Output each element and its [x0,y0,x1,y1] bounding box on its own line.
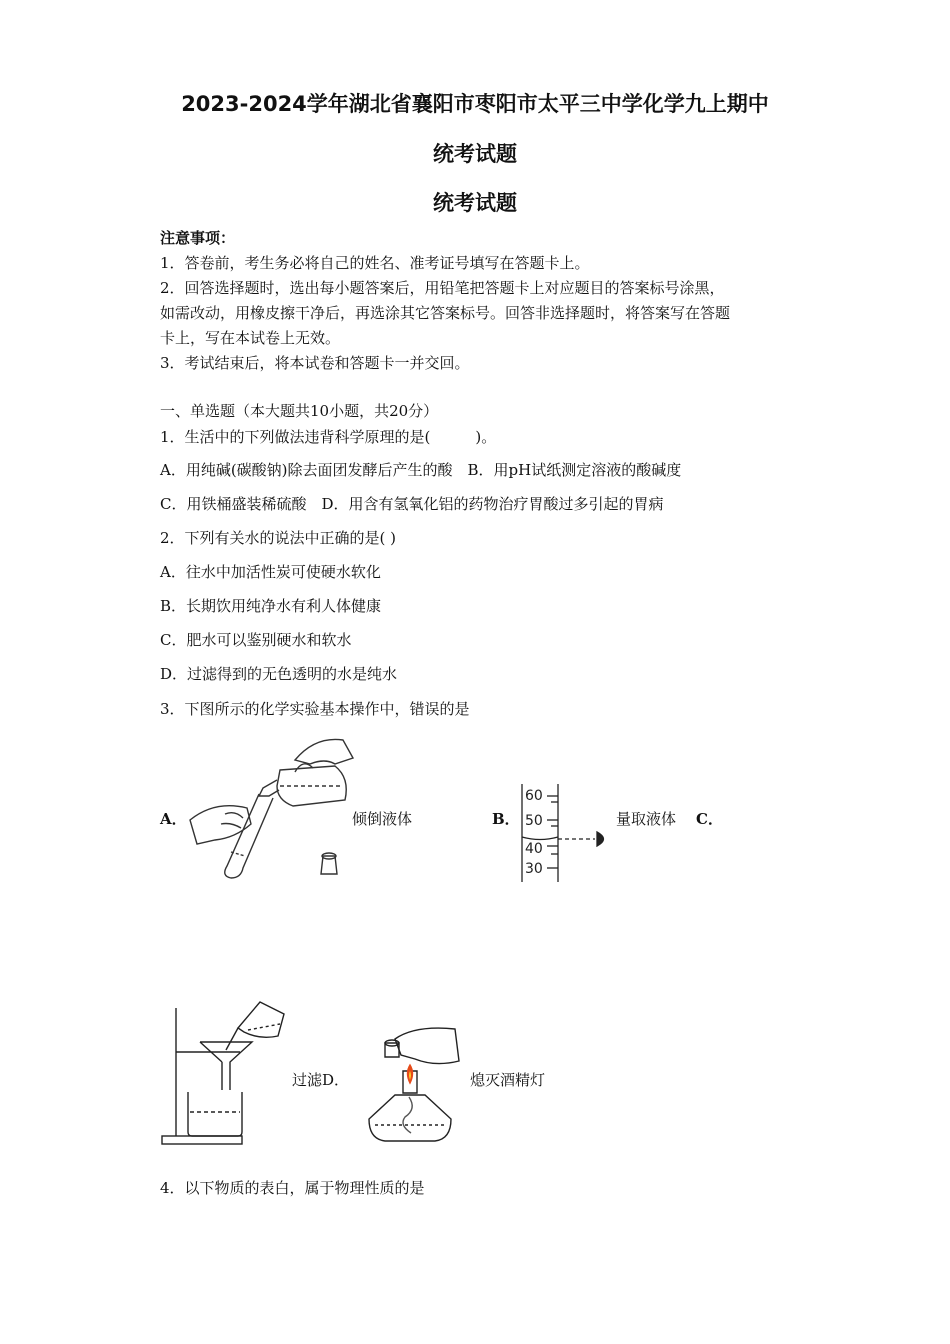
question-3-stem: 3．下图所示的化学实验基本操作中，错误的是 [160,700,470,718]
question-2-option-b: B．长期饮用纯净水有利人体健康 [160,597,382,615]
question-2-stem: 2．下列有关水的说法中正确的是( ) [160,529,397,547]
option-b-letter: B． [492,810,520,828]
cylinder-tick-label: 30 [525,861,543,877]
graduated-cylinder-figure [515,782,615,884]
alcohol-lamp-figure [355,1025,465,1147]
question-1-options-ab: A．用纯碱(碳酸钠)除去面团发酵后产生的酸 B．用pH试纸测定溶液的酸碱度 [160,461,682,479]
notice-heading: 注意事项： [160,229,236,247]
question-2-option-d: D．过滤得到的无色透明的水是纯水 [160,665,398,683]
notice-item: 2．回答选择题时，选出每小题答案后，用铅笔把答题卡上对应题目的答案标号涂黑， [160,279,725,297]
section-heading: 一、单选题（本大题共10小题，共20分） [160,402,439,420]
option-b-label: 量取液体 [616,810,677,828]
question-2-option-a: A．往水中加活性炭可使硬水软化 [160,563,381,581]
page-title-line1: 2023-2024学年湖北省襄阳市枣阳市太平三中学化学九上期中 [181,92,769,116]
page-title-line2: 统考试题 [433,142,517,166]
question-1-options-cd: C．用铁桶盛装稀硫酸 D．用含有氢氧化铝的药物治疗胃酸过多引起的胃病 [160,495,664,513]
question-4-stem: 4．以下物质的表白，属于物理性质的是 [160,1179,425,1197]
notice-item: 卡上，写在本试卷上无效。 [160,329,341,347]
option-c-label: 过滤D． [292,1071,350,1089]
cylinder-tick-label: 40 [525,841,543,857]
option-d-label: 熄灭酒精灯 [470,1071,546,1089]
option-a-letter: A． [160,810,187,828]
page-title-line3: 统考试题 [433,191,517,215]
option-c-letter: C． [696,810,723,828]
option-a-label: 倾倒液体 [352,810,413,828]
cylinder-tick-label: 60 [525,788,543,804]
question-1-stem: 1．生活中的下列做法违背科学原理的是( )。 [160,428,497,446]
pouring-liquid-figure [185,728,355,880]
question-2-option-c: C．肥水可以鉴别硬水和软水 [160,631,352,649]
cylinder-tick-label: 50 [525,813,543,829]
filtration-figure [160,1000,290,1150]
notice-item: 1．答卷前，考生务必将自己的姓名、准考证号填写在答题卡上。 [160,254,590,272]
notice-item: 如需改动，用橡皮擦干净后，再选涂其它答案标号。回答非选择题时，将答案写在答题 [160,304,731,322]
notice-item: 3．考试结束后，将本试卷和答题卡一并交回。 [160,354,470,372]
